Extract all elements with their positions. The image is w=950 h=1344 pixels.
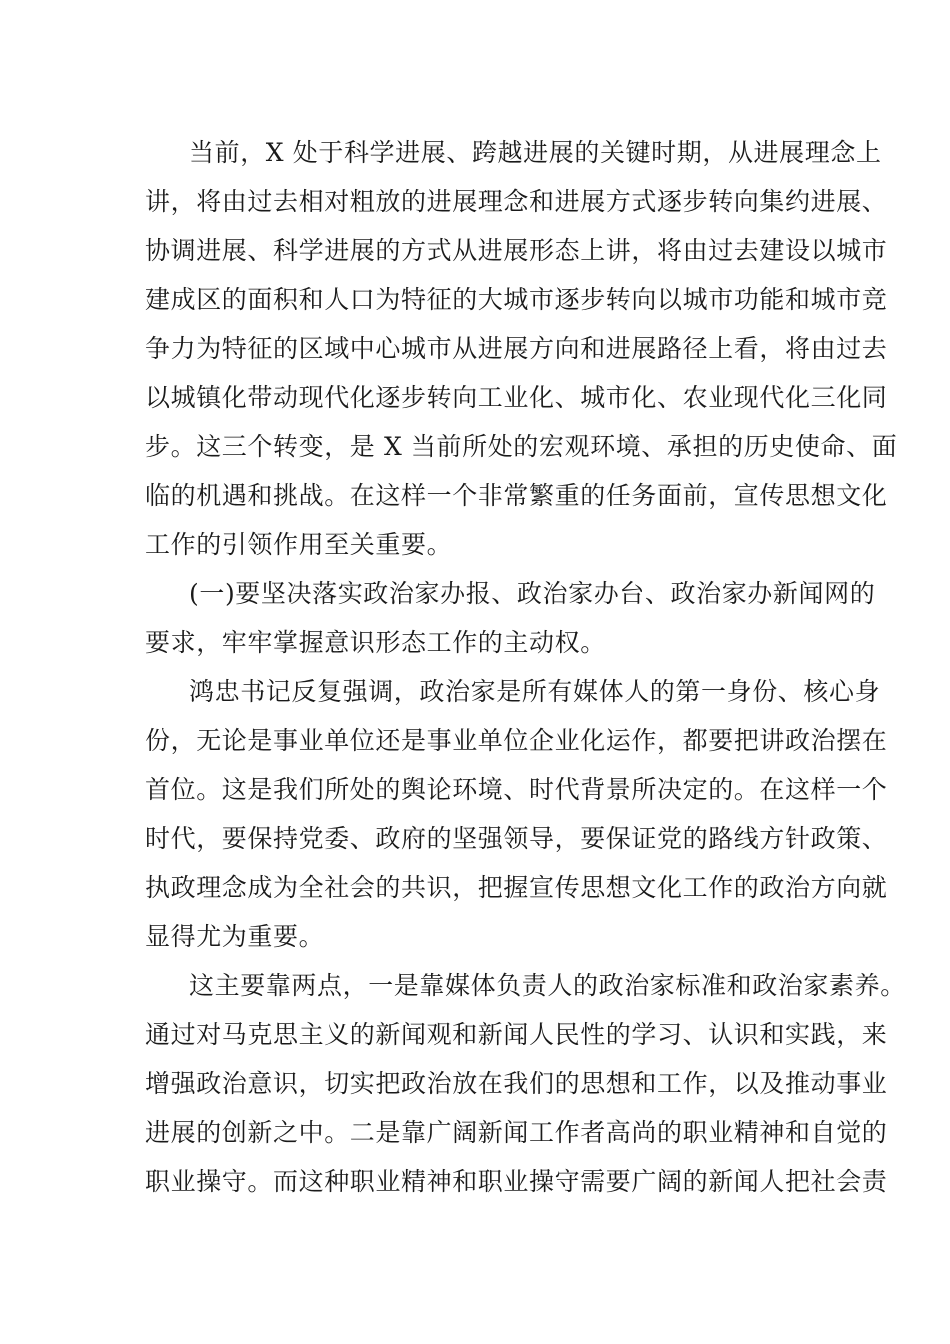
text-line: 鸿忠书记反复强调，政治家是所有媒体人的第一身份、核心身: [189, 677, 881, 706]
text-line: 这主要靠两点，一是靠媒体负责人的政治家标准和政治家素养。: [189, 971, 906, 1000]
text-line: 工作的引领作用至关重要。: [145, 530, 453, 559]
section-heading-line: 要求，牢牢掌握意识形态工作的主动权。: [145, 628, 606, 657]
body-text: [145, 128, 906, 1206]
text-line: 以城镇化带动现代化逐步转向工业化、城市化、农业现代化三化同: [145, 383, 888, 412]
text-line: 增强政治意识，切实把政治放在我们的思想和工作，以及推动事业: [145, 1069, 888, 1098]
text-line: 讲，将由过去相对粗放的进展理念和进展方式逐步转向集约进展、: [145, 187, 888, 216]
text-line: 进展的创新之中。二是靠广阔新闻工作者高尚的职业精神和自觉的: [145, 1118, 888, 1147]
text-line: 临的机遇和挑战。在这样一个非常繁重的任务面前，宣传思想文化: [145, 481, 888, 510]
section-heading-line: (一)要坚决落实政治家办报、政治家办台、政治家办新闻网的: [189, 579, 876, 608]
text-line: 当前，X 处于科学进展、跨越进展的关键时期，从进展理念上: [189, 138, 882, 167]
text-line: 执政理念成为全社会的共识，把握宣传思想文化工作的政治方向就: [145, 873, 888, 902]
text-line: 通过对马克思主义的新闻观和新闻人民性的学习、认识和实践，来: [145, 1020, 888, 1049]
text-line: 协调进展、科学进展的方式从进展形态上讲，将由过去建设以城市: [145, 236, 888, 265]
text-line: 首位。这是我们所处的舆论环境、时代背景所决定的。在这样一个: [145, 775, 888, 804]
text-line: 时代，要保持党委、政府的坚强领导，要保证党的路线方针政策、: [145, 824, 888, 853]
text-line: 步。这三个转变，是 X 当前所处的宏观环境、承担的历史使命、面: [145, 432, 898, 461]
text-line: 争力为特征的区域中心城市从进展方向和进展路径上看，将由过去: [145, 334, 888, 363]
text-line: 显得尤为重要。: [145, 922, 325, 951]
text-line: 份，无论是事业单位还是事业单位企业化运作，都要把讲政治摆在: [145, 726, 888, 755]
text-line: 建成区的面积和人口为特征的大城市逐步转向以城市功能和城市竞: [145, 285, 888, 314]
text-line: 职业操守。而这种职业精神和职业操守需要广阔的新闻人把社会责: [145, 1167, 888, 1196]
